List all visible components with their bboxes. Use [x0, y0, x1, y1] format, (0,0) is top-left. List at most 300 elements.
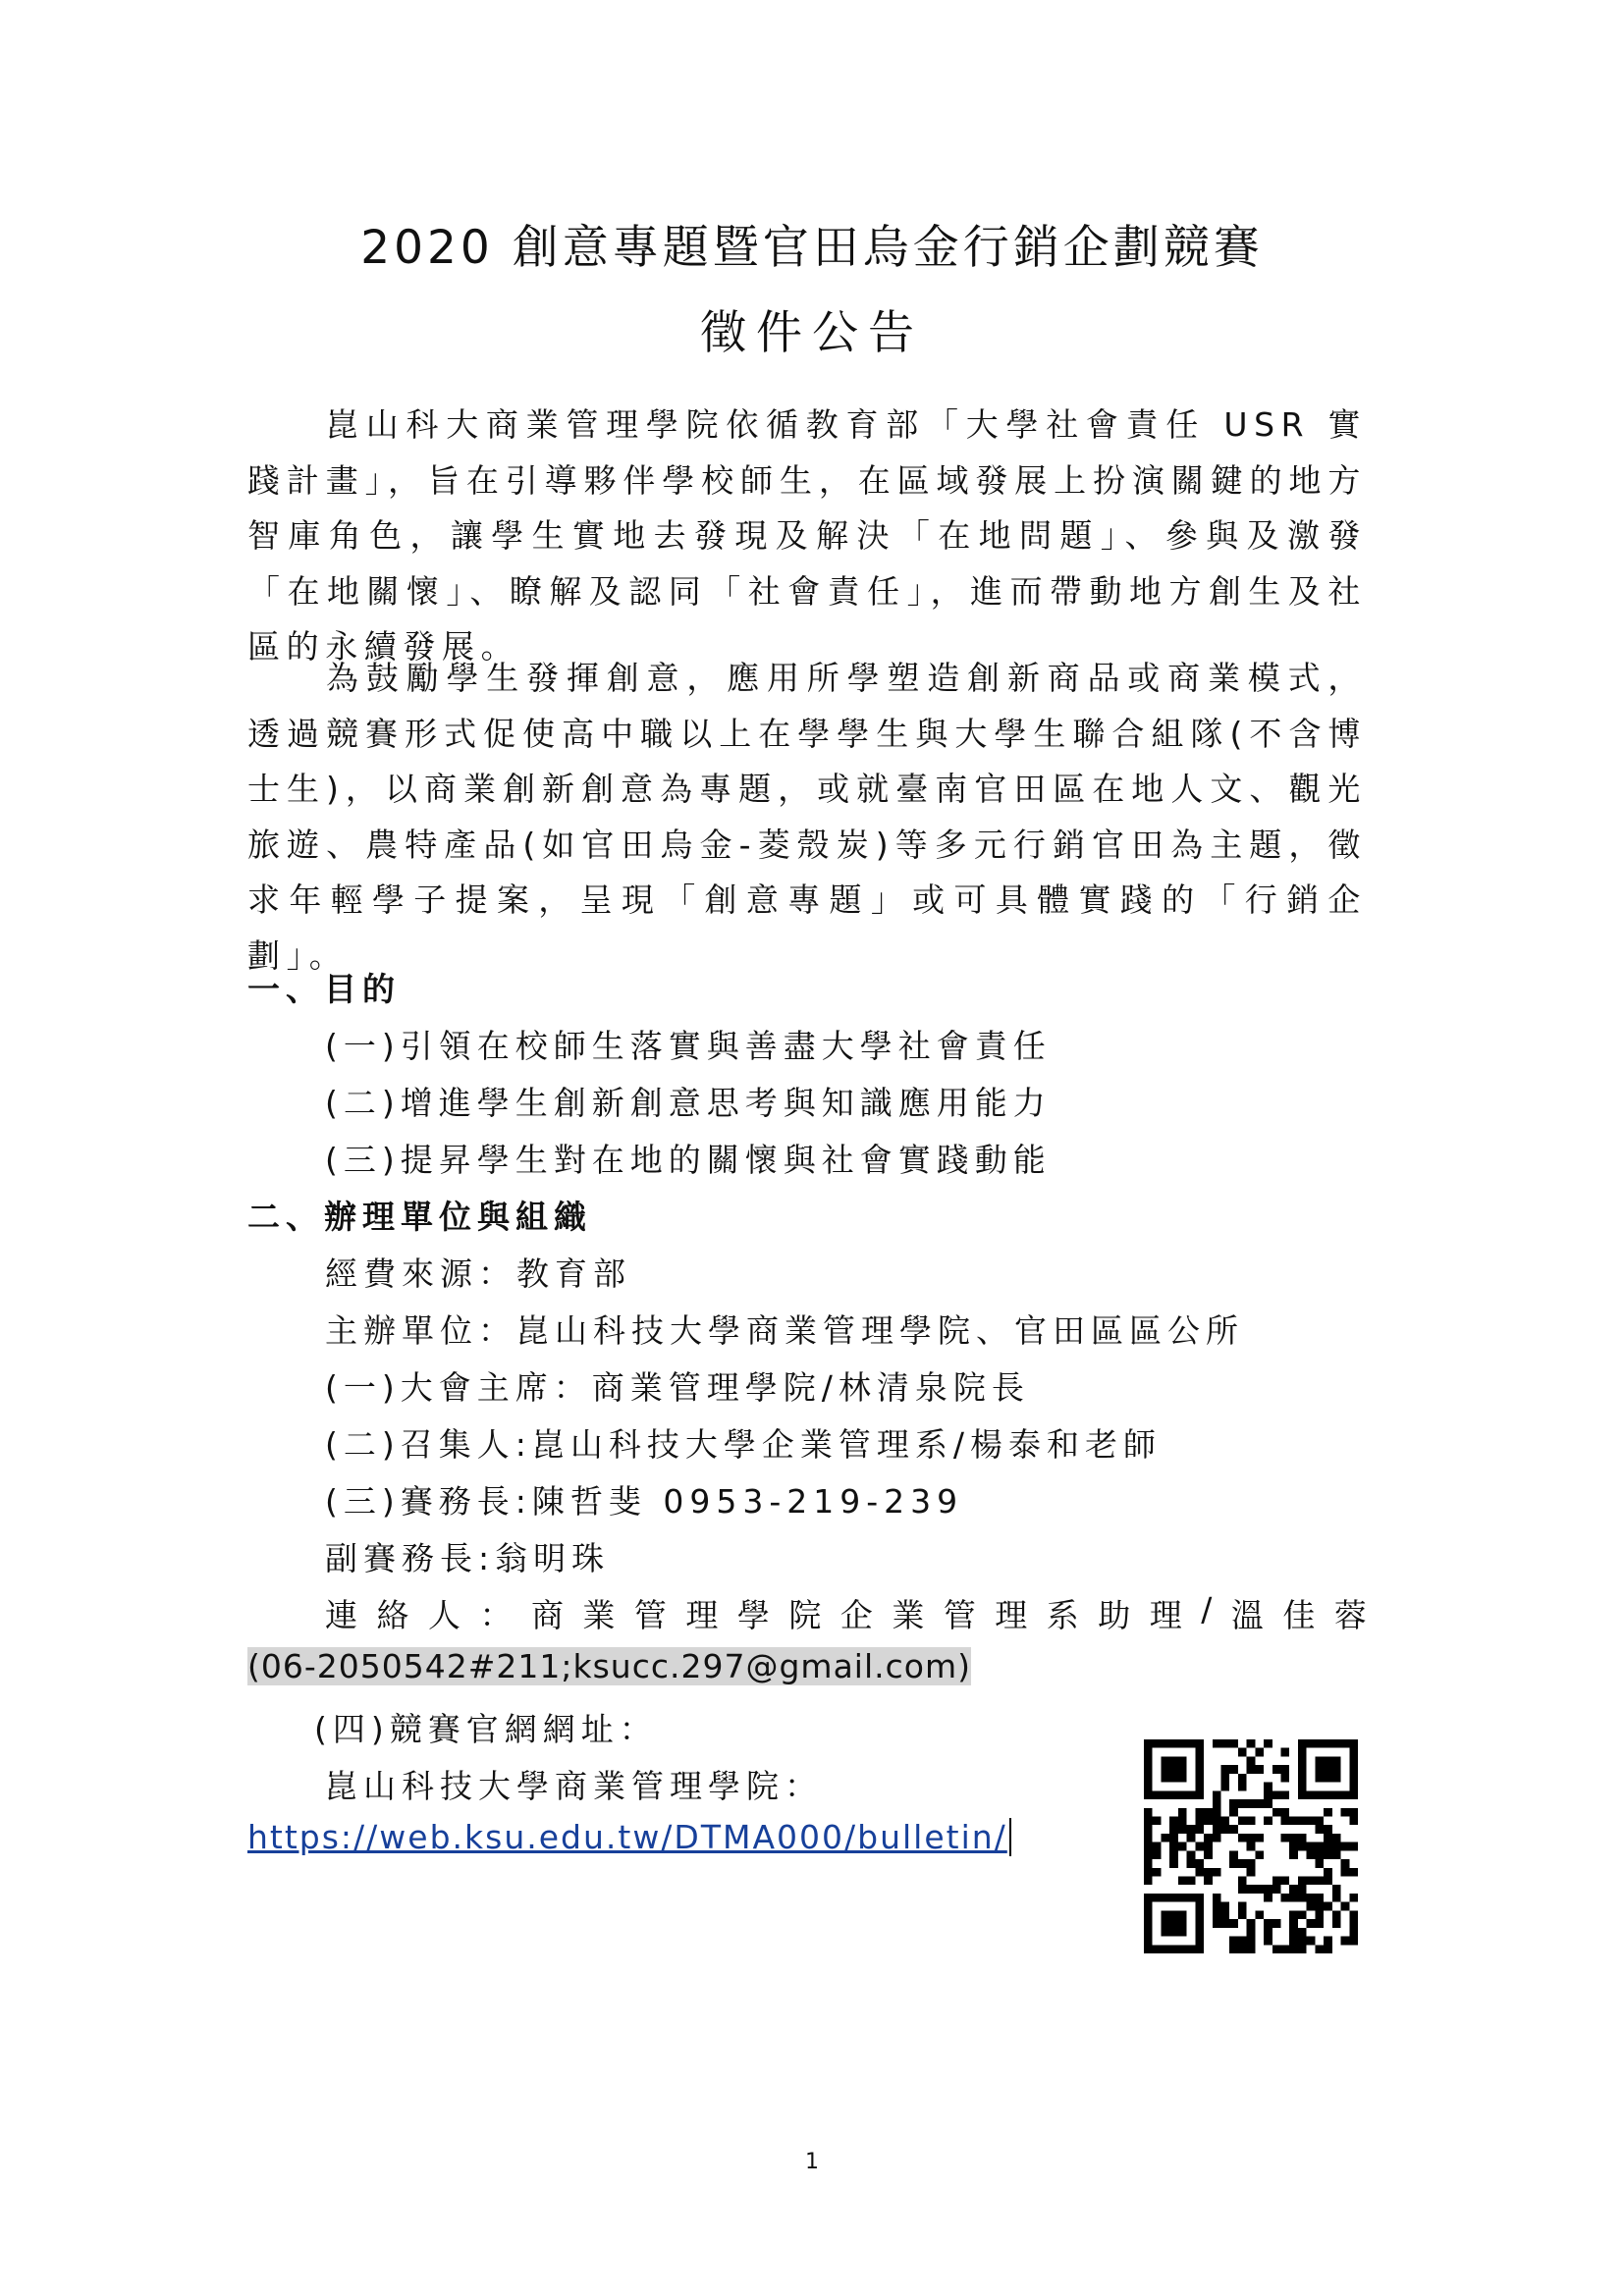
qr-module	[1324, 1945, 1332, 1953]
contact-char: 溫	[1230, 1596, 1264, 1634]
qr-module	[1144, 1825, 1153, 1834]
qr-module	[1349, 1919, 1358, 1928]
qr-module	[1324, 1877, 1332, 1886]
qr-module	[1178, 1739, 1187, 1748]
qr-module	[1213, 1825, 1221, 1834]
qr-module	[1169, 1919, 1178, 1928]
qr-module	[1298, 1739, 1307, 1748]
qr-module	[1247, 1885, 1256, 1894]
qr-module	[1315, 1859, 1324, 1868]
qr-module	[1195, 1910, 1204, 1919]
qr-module	[1195, 1774, 1204, 1783]
qr-module	[1298, 1774, 1307, 1783]
page-number: 1	[805, 2150, 819, 2174]
qr-module	[1298, 1765, 1307, 1774]
qr-module	[1298, 1945, 1307, 1953]
qr-module	[1247, 1842, 1256, 1851]
qr-module	[1324, 1739, 1332, 1748]
qr-module	[1229, 1945, 1238, 1953]
qr-module	[1204, 1850, 1213, 1859]
qr-module	[1153, 1894, 1162, 1902]
qr-module	[1255, 1799, 1264, 1808]
contact-char: 管	[633, 1596, 667, 1634]
qr-module	[1229, 1808, 1238, 1817]
qr-module	[1247, 1919, 1256, 1928]
qr-module	[1264, 1790, 1272, 1799]
qr-module	[1332, 1910, 1341, 1919]
section2-heading: 二、辦理單位與組織	[247, 1198, 592, 1236]
qr-module	[1332, 1756, 1341, 1765]
contact-char: 業	[892, 1596, 925, 1634]
qr-module	[1195, 1825, 1204, 1834]
qr-module	[1238, 1885, 1247, 1894]
qr-module	[1247, 1937, 1256, 1946]
qr-module	[1349, 1748, 1358, 1757]
qr-module	[1298, 1834, 1307, 1842]
qr-module	[1315, 1825, 1324, 1834]
qr-module	[1247, 1945, 1256, 1953]
qr-module	[1229, 1919, 1238, 1928]
qr-module	[1144, 1902, 1153, 1911]
qr-module	[1220, 1825, 1229, 1834]
qr-module	[1178, 1790, 1187, 1799]
contact-char: /	[1201, 1590, 1213, 1629]
qr-module	[1144, 1790, 1153, 1799]
qr-module	[1298, 1928, 1307, 1937]
qr-module	[1178, 1877, 1187, 1886]
qr-module	[1272, 1808, 1281, 1817]
qr-module	[1169, 1756, 1178, 1765]
contact-char: 佳	[1282, 1596, 1316, 1634]
qr-module	[1255, 1765, 1264, 1774]
qr-module	[1220, 1902, 1229, 1911]
qr-module	[1238, 1910, 1247, 1919]
qr-module	[1220, 1765, 1229, 1774]
contact-char: ：	[479, 1596, 513, 1634]
qr-module	[1341, 1790, 1350, 1799]
qr-module	[1332, 1774, 1341, 1783]
qr-module	[1307, 1937, 1316, 1946]
website-link[interactable]: https://web.ksu.edu.tw/DTMA000/bulletin/	[247, 1818, 1007, 1856]
qr-module	[1195, 1739, 1204, 1748]
qr-module	[1315, 1945, 1324, 1953]
qr-module	[1144, 1739, 1153, 1748]
qr-module	[1247, 1756, 1256, 1765]
qr-module	[1161, 1765, 1169, 1774]
qr-module	[1298, 1885, 1307, 1894]
qr-module	[1298, 1748, 1307, 1757]
qr-module	[1144, 1910, 1153, 1919]
qr-module	[1307, 1790, 1316, 1799]
qr-module	[1204, 1816, 1213, 1825]
qr-module	[1229, 1937, 1238, 1946]
qr-module	[1298, 1816, 1307, 1825]
qr-module	[1153, 1816, 1162, 1825]
contact-char: 管	[943, 1596, 976, 1634]
qr-module	[1178, 1894, 1187, 1902]
qr-module	[1341, 1868, 1350, 1877]
qr-module	[1264, 1783, 1272, 1791]
qr-module	[1187, 1877, 1196, 1886]
qr-module	[1178, 1774, 1187, 1783]
qr-module	[1144, 1765, 1153, 1774]
qr-module	[1349, 1894, 1358, 1902]
qr-module	[1229, 1825, 1238, 1834]
qr-module	[1349, 1842, 1358, 1851]
qr-module	[1289, 1945, 1298, 1953]
qr-module	[1341, 1937, 1350, 1946]
website-link-wrap	[247, 1818, 1011, 1856]
qr-module	[1349, 1790, 1358, 1799]
qr-module	[1247, 1859, 1256, 1868]
qr-module	[1281, 1894, 1290, 1902]
qr-module	[1281, 1816, 1290, 1825]
qr-module	[1247, 1928, 1256, 1937]
contact-detail-wrap	[247, 1647, 971, 1685]
qr-module	[1264, 1894, 1272, 1902]
website-heading: (四)競賽官網網址：	[314, 1710, 658, 1748]
qr-module	[1289, 1850, 1298, 1859]
qr-module	[1247, 1799, 1256, 1808]
qr-module	[1255, 1910, 1264, 1919]
qr-module	[1281, 1748, 1290, 1757]
section1-item-3: (三)提昇學生對在地的關懷與社會實踐動能	[325, 1141, 1052, 1179]
qr-module	[1298, 1937, 1307, 1946]
qr-module	[1153, 1790, 1162, 1799]
qr-module	[1195, 1928, 1204, 1937]
qr-module	[1247, 1834, 1256, 1842]
qr-module	[1281, 1808, 1290, 1817]
qr-module	[1307, 1816, 1316, 1825]
qr-module	[1238, 1748, 1247, 1757]
qr-module	[1195, 1842, 1204, 1851]
qr-module	[1195, 1894, 1204, 1902]
qr-module	[1144, 1945, 1153, 1953]
contact-char: 院	[788, 1596, 822, 1634]
qr-module	[1298, 1910, 1307, 1919]
website-label: 崑山科技大學商業管理學院：	[325, 1767, 823, 1805]
contact-char: 業	[582, 1596, 616, 1634]
qr-module	[1169, 1816, 1178, 1825]
qr-module	[1204, 1842, 1213, 1851]
qr-module	[1289, 1885, 1298, 1894]
qr-module	[1315, 1816, 1324, 1825]
qr-module	[1349, 1783, 1358, 1791]
qr-module	[1341, 1902, 1350, 1911]
qr-module	[1332, 1885, 1341, 1894]
qr-module	[1281, 1877, 1290, 1886]
section1-item-1: (一)引領在校師生落實與善盡大學社會責任	[325, 1027, 1052, 1065]
qr-module	[1341, 1842, 1350, 1851]
qr-module	[1324, 1774, 1332, 1783]
qr-module	[1315, 1877, 1324, 1886]
qr-module	[1298, 1877, 1307, 1886]
qr-module	[1332, 1834, 1341, 1842]
qr-module	[1204, 1868, 1213, 1877]
qr-module	[1169, 1945, 1178, 1953]
qr-module	[1213, 1834, 1221, 1842]
qr-module	[1213, 1910, 1221, 1919]
qr-module	[1349, 1868, 1358, 1877]
qr-module	[1247, 1739, 1256, 1748]
qr-module	[1307, 1739, 1316, 1748]
qr-module	[1281, 1765, 1290, 1774]
qr-module	[1349, 1739, 1358, 1748]
contact-char: 絡	[376, 1596, 409, 1634]
qr-module	[1298, 1842, 1307, 1851]
qr-module	[1255, 1834, 1264, 1842]
qr-module	[1169, 1910, 1178, 1919]
qr-module	[1204, 1808, 1213, 1817]
qr-module	[1307, 1842, 1316, 1851]
qr-module	[1195, 1790, 1204, 1799]
qr-module	[1213, 1902, 1221, 1911]
qr-module	[1229, 1859, 1238, 1868]
qr-module	[1169, 1739, 1178, 1748]
contact-char: 蓉	[1333, 1596, 1367, 1634]
qr-module	[1324, 1868, 1332, 1877]
qr-module	[1324, 1765, 1332, 1774]
qr-module	[1332, 1850, 1341, 1859]
qr-module	[1289, 1816, 1298, 1825]
qr-module	[1229, 1799, 1238, 1808]
qr-module	[1238, 1902, 1247, 1911]
qr-module	[1264, 1937, 1272, 1946]
contact-char: 企	[839, 1596, 873, 1634]
qr-module	[1324, 1937, 1332, 1946]
qr-module	[1213, 1790, 1221, 1799]
purpose-paragraph: 為鼓勵學生發揮創意，應用所學塑造創新商品或商業模式，透過競賽形式促使高中職以上在學學生與大學生聯合組隊(不含博士生)，以商業創新創意為專題，或就臺南官田區在地人文、觀光旅遊、農特產品(如官田烏金-菱殼炭)等多元行銷官田為主題，徵求年輕學子提案，呈現「創意專題」或可具體實踐的「行銷企劃」。	[247, 659, 1367, 975]
qr-module	[1272, 1919, 1281, 1928]
qr-module	[1213, 1799, 1221, 1808]
qr-module	[1264, 1885, 1272, 1894]
qr-module	[1169, 1774, 1178, 1783]
qr-module	[1307, 1902, 1316, 1911]
qr-module	[1204, 1834, 1213, 1842]
qr-module	[1213, 1816, 1221, 1825]
qr-module	[1247, 1816, 1256, 1825]
qr-module	[1289, 1834, 1298, 1842]
qr-module	[1332, 1919, 1341, 1928]
qr-module	[1349, 1937, 1358, 1946]
qr-module	[1161, 1774, 1169, 1783]
qr-module	[1315, 1919, 1324, 1928]
qr-module	[1220, 1739, 1229, 1748]
qr-module	[1324, 1834, 1332, 1842]
qr-module	[1187, 1825, 1196, 1834]
qr-module	[1229, 1850, 1238, 1859]
qr-module	[1187, 1945, 1196, 1953]
qr-module	[1247, 1765, 1256, 1774]
qr-module	[1298, 1790, 1307, 1799]
qr-module	[1281, 1945, 1290, 1953]
qr-module	[1281, 1790, 1290, 1799]
contact-char: 理	[1149, 1596, 1182, 1634]
competition-director: (三)賽務長:陳哲斐 0953-219-239	[325, 1482, 964, 1521]
qr-module	[1144, 1748, 1153, 1757]
qr-module	[1324, 1808, 1332, 1817]
qr-module	[1204, 1877, 1213, 1886]
qr-module	[1315, 1842, 1324, 1851]
qr-module	[1144, 1894, 1153, 1902]
qr-module	[1315, 1910, 1324, 1919]
qr-module	[1178, 1928, 1187, 1937]
qr-module	[1195, 1919, 1204, 1928]
section1-item-2: (二)增進學生創新創意思考與知識應用能力	[325, 1084, 1052, 1122]
qr-module	[1298, 1894, 1307, 1902]
qr-module	[1349, 1756, 1358, 1765]
qr-module	[1178, 1816, 1187, 1825]
qr-module	[1195, 1868, 1204, 1877]
qr-module	[1332, 1894, 1341, 1902]
qr-module	[1281, 1834, 1290, 1842]
qr-module	[1315, 1850, 1324, 1859]
qr-module	[1349, 1774, 1358, 1783]
qr-module	[1213, 1739, 1221, 1748]
qr-module	[1153, 1842, 1162, 1851]
qr-module	[1289, 1910, 1298, 1919]
qr-module	[1238, 1799, 1247, 1808]
qr-module	[1178, 1842, 1187, 1851]
qr-module	[1324, 1850, 1332, 1859]
qr-module	[1332, 1790, 1341, 1799]
qr-module	[1220, 1816, 1229, 1825]
contact-char: 理	[995, 1596, 1028, 1634]
qr-module	[1169, 1834, 1178, 1842]
qr-module	[1169, 1928, 1178, 1937]
qr-module	[1315, 1739, 1324, 1748]
qr-module	[1213, 1919, 1221, 1928]
qr-module	[1264, 1816, 1272, 1825]
qr-module	[1238, 1945, 1247, 1953]
qr-module	[1178, 1756, 1187, 1765]
qr-module	[1187, 1834, 1196, 1842]
qr-module	[1289, 1937, 1298, 1946]
qr-module	[1341, 1859, 1350, 1868]
qr-module	[1255, 1748, 1264, 1757]
qr-module	[1255, 1850, 1264, 1859]
convener: (二)召集人:崑山科技大學企業管理系/楊泰和老師	[325, 1425, 1162, 1464]
organizer: 主辦單位：崑山科技大學商業管理學院、官田區區公所	[325, 1311, 1244, 1350]
qr-module	[1238, 1859, 1247, 1868]
qr-module	[1220, 1774, 1229, 1783]
qr-module	[1307, 1919, 1316, 1928]
qr-module	[1195, 1808, 1204, 1817]
conference-chair: (一)大會主席：商業管理學院/林清泉院長	[325, 1368, 1030, 1407]
qr-module	[1281, 1774, 1290, 1783]
qr-module	[1220, 1910, 1229, 1919]
qr-module	[1264, 1919, 1272, 1928]
qr-module	[1220, 1919, 1229, 1928]
qr-module	[1332, 1765, 1341, 1774]
qr-module	[1144, 1937, 1153, 1946]
qr-module	[1238, 1937, 1247, 1946]
qr-module	[1255, 1885, 1264, 1894]
qr-module	[1161, 1834, 1169, 1842]
qr-module	[1324, 1825, 1332, 1834]
qr-module	[1195, 1902, 1204, 1911]
contact-char: 系	[1046, 1596, 1079, 1634]
qr-module	[1161, 1790, 1169, 1799]
qr-module	[1169, 1790, 1178, 1799]
qr-module	[1315, 1902, 1324, 1911]
qr-module	[1144, 1859, 1153, 1868]
qr-code	[1144, 1739, 1358, 1953]
qr-module	[1341, 1739, 1350, 1748]
qr-module	[1289, 1919, 1298, 1928]
qr-module	[1272, 1765, 1281, 1774]
qr-module	[1195, 1937, 1204, 1946]
qr-module	[1289, 1842, 1298, 1851]
qr-module	[1169, 1850, 1178, 1859]
qr-module	[1144, 1919, 1153, 1928]
qr-module	[1161, 1739, 1169, 1748]
qr-module	[1178, 1765, 1187, 1774]
contact-char: 理	[685, 1596, 719, 1634]
qr-module	[1187, 1859, 1196, 1868]
qr-module	[1169, 1765, 1178, 1774]
qr-module	[1264, 1739, 1272, 1748]
qr-module	[1238, 1816, 1247, 1825]
qr-module	[1144, 1808, 1153, 1817]
qr-module	[1178, 1945, 1187, 1953]
qr-module	[1187, 1850, 1196, 1859]
qr-module	[1144, 1816, 1153, 1825]
qr-module	[1195, 1783, 1204, 1791]
qr-module	[1144, 1756, 1153, 1765]
qr-module	[1324, 1756, 1332, 1765]
qr-module	[1144, 1842, 1153, 1851]
qr-module	[1195, 1765, 1204, 1774]
qr-module	[1144, 1877, 1153, 1886]
qr-module	[1238, 1783, 1247, 1791]
contact-char: 人	[427, 1596, 460, 1634]
qr-module	[1307, 1850, 1316, 1859]
qr-module	[1161, 1928, 1169, 1937]
qr-module	[1238, 1877, 1247, 1886]
qr-module	[1195, 1945, 1204, 1953]
qr-module	[1144, 1834, 1153, 1842]
qr-module	[1144, 1774, 1153, 1783]
qr-module	[1153, 1850, 1162, 1859]
qr-module	[1169, 1842, 1178, 1851]
intro-paragraph: 崑山科大商業管理學院依循教育部「大學社會責任 USR 實踐計畫」，旨在引導夥伴學校師生，在區域發展上扮演關鍵的地方智庫角色，讓學生實地去發現及解決「在地問題」、參與及激發「在地關懷」、瞭解及認同「社會責任」，進而帶動地方創生及社區的永續發展。	[247, 405, 1367, 666]
qr-module	[1315, 1894, 1324, 1902]
qr-module	[1161, 1894, 1169, 1902]
qr-module	[1332, 1739, 1341, 1748]
qr-module	[1315, 1756, 1324, 1765]
qr-module	[1332, 1842, 1341, 1851]
text-cursor	[1009, 1818, 1011, 1856]
qr-module	[1264, 1799, 1272, 1808]
qr-module	[1161, 1910, 1169, 1919]
qr-module	[1144, 1850, 1153, 1859]
qr-module	[1272, 1790, 1281, 1799]
qr-module	[1289, 1928, 1298, 1937]
qr-module	[1238, 1774, 1247, 1783]
qr-module	[1153, 1945, 1162, 1953]
qr-module	[1247, 1868, 1256, 1877]
deputy-director: 副賽務長:翁明珠	[325, 1539, 611, 1577]
qr-module	[1315, 1765, 1324, 1774]
contact-person	[325, 1590, 1367, 1636]
qr-module	[1272, 1885, 1281, 1894]
qr-module	[1144, 1783, 1153, 1791]
qr-module	[1169, 1894, 1178, 1902]
qr-module	[1307, 1894, 1316, 1902]
qr-module	[1144, 1928, 1153, 1937]
qr-module	[1169, 1859, 1178, 1868]
